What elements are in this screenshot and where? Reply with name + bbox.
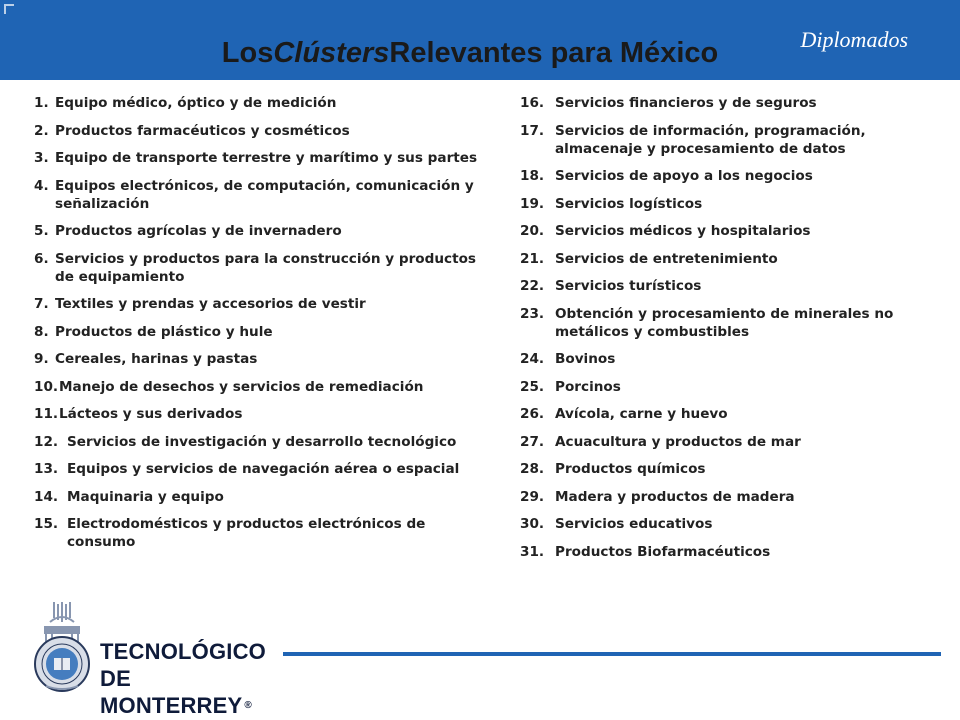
item-number: 3. — [34, 150, 49, 166]
list-item — [34, 378, 482, 396]
list-item — [520, 250, 940, 268]
list-item — [34, 149, 482, 167]
list-item — [34, 433, 482, 451]
item-number: 29. — [520, 488, 545, 505]
list-item — [520, 94, 940, 112]
item-text: Servicios educativos — [555, 516, 713, 532]
item-number: 12. — [34, 433, 59, 450]
list-item — [520, 350, 940, 368]
footer-rule — [283, 652, 941, 656]
list-item — [34, 94, 482, 112]
item-number: 8. — [34, 323, 49, 340]
list-item — [34, 460, 482, 478]
cluster-list-left — [34, 94, 482, 561]
item-text: Servicios y productos para la construcción y productos de equipamiento — [55, 250, 477, 285]
item-number: 18. — [520, 168, 545, 184]
item-text: Textiles y prendas y accesorios de vestir — [55, 296, 366, 312]
item-text: Lácteos y sus derivados — [59, 406, 243, 422]
list-item — [34, 222, 482, 240]
item-text: Equipo de transporte terrestre y marítimo y sus partes — [55, 150, 478, 166]
title-italic: Clústers — [273, 36, 390, 69]
item-number: 24. — [520, 351, 545, 367]
registered-mark: ® — [244, 700, 252, 711]
item-text: Productos agrícolas y de invernadero — [55, 223, 342, 239]
item-number: 25. — [520, 378, 545, 395]
item-number: 6. — [34, 250, 49, 267]
list-item — [520, 378, 940, 396]
item-text: Servicios turísticos — [555, 278, 702, 294]
item-number: 11. — [34, 406, 59, 422]
institution-name — [100, 638, 282, 719]
item-text: Manejo de desechos y servicios de remediación — [59, 378, 424, 395]
item-number: 20. — [520, 223, 545, 239]
list-item — [34, 250, 482, 286]
item-text: Cereales, harinas y pastas — [55, 351, 258, 367]
item-text: Electrodomésticos y productos electrónicos de consumo — [67, 516, 426, 550]
item-number: 23. — [520, 305, 545, 322]
list-item — [520, 460, 940, 478]
institution-seal-icon — [32, 600, 92, 692]
item-number: 31. — [520, 543, 545, 560]
item-text: Equipo médico, óptico y de medición — [55, 95, 337, 111]
list-item — [520, 543, 940, 561]
item-text: Avícola, carne y huevo — [555, 406, 728, 422]
list-item — [520, 488, 940, 506]
item-text: Porcinos — [555, 378, 621, 395]
list-item — [34, 488, 482, 506]
item-number: 2. — [34, 122, 49, 139]
item-number: 19. — [520, 195, 545, 212]
list-item — [34, 515, 482, 551]
item-number: 9. — [34, 351, 49, 367]
item-text: Acuacultura y productos de mar — [555, 433, 801, 450]
program-label: Diplomados — [800, 27, 908, 52]
item-text: Productos químicos — [555, 461, 706, 477]
title-pre: Los — [221, 36, 274, 69]
item-number: 1. — [34, 95, 49, 111]
item-text: Productos Biofarmacéuticos — [555, 543, 771, 560]
logo-line1: TECNOLÓGICO — [100, 639, 266, 664]
item-text: Servicios de apoyo a los negocios — [555, 168, 813, 184]
list-item — [520, 433, 940, 451]
list-item — [34, 295, 482, 313]
item-number: 4. — [34, 177, 49, 194]
item-number: 15. — [34, 516, 59, 532]
institution-logo — [12, 600, 282, 718]
list-item — [520, 305, 940, 341]
item-text: Equipos electrónicos, de computación, comunicación y señalización — [55, 177, 474, 212]
item-number: 26. — [520, 406, 545, 422]
item-number: 7. — [34, 296, 49, 312]
logo-line2: DE MONTERREY — [100, 666, 243, 718]
item-text: Servicios de entretenimiento — [555, 250, 778, 267]
list-item — [520, 515, 940, 533]
item-number: 17. — [520, 122, 545, 139]
list-item — [520, 122, 940, 158]
item-number: 5. — [34, 223, 49, 239]
list-item — [520, 222, 940, 240]
list-item — [520, 277, 940, 295]
item-text: Bovinos — [555, 351, 616, 367]
list-item — [34, 177, 482, 213]
item-number: 22. — [520, 278, 545, 294]
item-text: Servicios de información, programación, almacenaje y procesamiento de datos — [555, 122, 866, 157]
item-text: Productos de plástico y hule — [55, 323, 273, 340]
list-item — [520, 405, 940, 423]
item-number: 30. — [520, 516, 545, 532]
item-number: 14. — [34, 488, 59, 505]
list-item — [34, 405, 482, 423]
item-number: 28. — [520, 461, 545, 477]
item-text: Servicios logísticos — [555, 195, 703, 212]
item-number: 16. — [520, 95, 545, 111]
item-number: 21. — [520, 250, 545, 267]
item-text: Servicios médicos y hospitalarios — [555, 223, 811, 239]
item-text: Equipos y servicios de navegación aérea o espacial — [67, 461, 460, 477]
list-item — [520, 195, 940, 213]
list-item — [34, 350, 482, 368]
item-text: Productos farmacéuticos y cosméticos — [55, 122, 350, 139]
item-number: 27. — [520, 433, 545, 450]
list-item — [520, 167, 940, 185]
item-text: Madera y productos de madera — [555, 488, 795, 505]
item-number: 10. — [34, 378, 59, 395]
item-number: 13. — [34, 461, 59, 477]
item-text: Obtención y procesamiento de minerales no metálicos y combustibles — [555, 305, 894, 340]
item-text: Maquinaria y equipo — [67, 488, 224, 505]
item-text: Servicios de investigación y desarrollo tecnológico — [67, 433, 457, 450]
item-text: Servicios financieros y de seguros — [555, 95, 817, 111]
list-item — [34, 122, 482, 140]
list-item — [34, 323, 482, 341]
title-post: Relevantes para México — [389, 36, 719, 69]
cluster-list-right — [520, 94, 940, 570]
logo-line2-wrap — [100, 665, 282, 719]
